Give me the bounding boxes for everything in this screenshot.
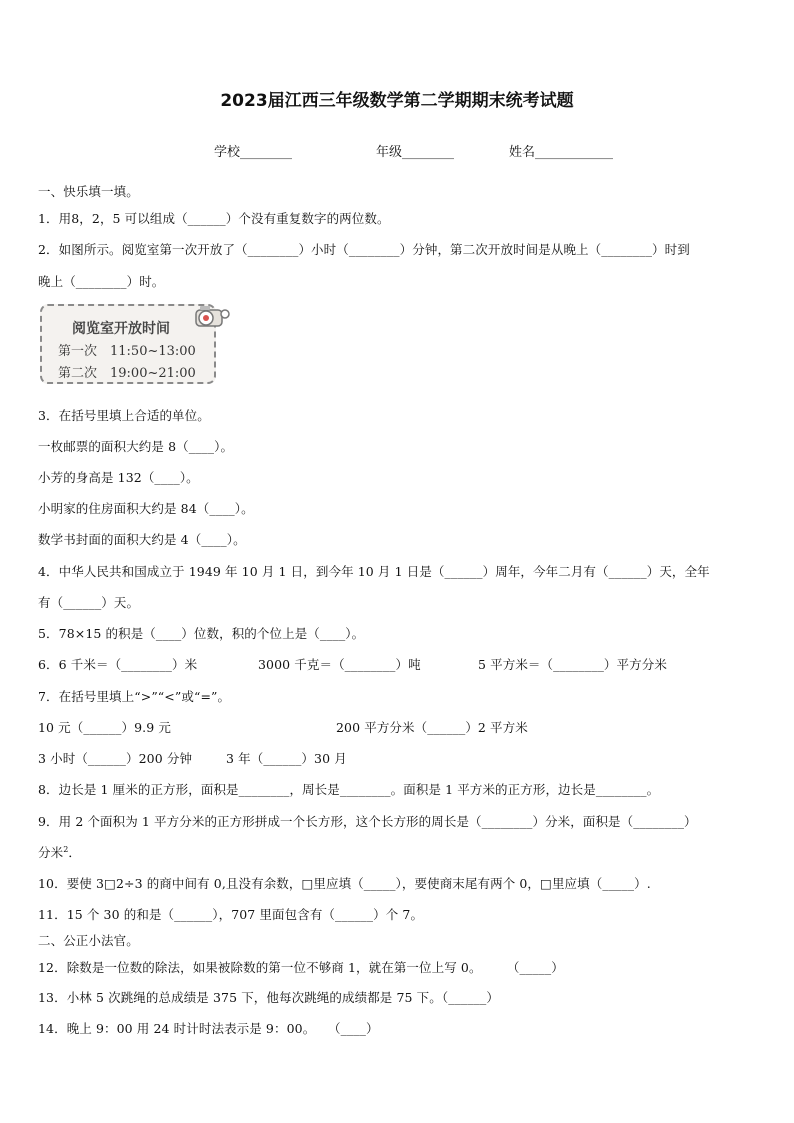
question-7b: 200 平方分米（______）2 平方米	[336, 720, 528, 735]
question-9-line-1: 9．用 2 个面积为 1 平方分米的正方形拼成一个长方形，这个长方形的周长是（________）分米，面积是（________）	[38, 814, 697, 829]
question-8: 8．边长是 1 厘米的正方形，面积是________，周长是________。面积是 1 平方米的正方形，边长是________。	[38, 782, 660, 797]
section-heading-2: 二、公正小法官。	[38, 933, 139, 948]
school-field: 学校________	[214, 145, 293, 160]
card-title: 阅览室开放时间	[72, 321, 170, 337]
superscript: 2	[63, 844, 69, 854]
question-3d: 数学书封面的面积大约是 4（____）。	[38, 532, 246, 547]
question-13: 13．小林 5 次跳绳的总成绩是 375 下，他每次跳绳的成绩都是 75 下。（______）	[38, 990, 499, 1005]
question-6b: 3000 千克＝（________）吨	[258, 657, 421, 672]
grade-field: 年级________	[376, 145, 455, 160]
unit-text: 分米	[38, 845, 64, 860]
question-4-line-2: 有（______）天。	[38, 595, 140, 610]
question-6c: 5 平方米＝（________）平方分米	[478, 657, 667, 672]
question-6a: 6．6 千米＝（________）米	[38, 657, 198, 672]
question-9-line-2	[38, 843, 81, 861]
page-title: 2023届江西三年级数学第二学期期末统考试题	[220, 91, 574, 111]
reading-room-hours-card	[40, 304, 216, 384]
question-7: 7．在括号里填上“>”“<”或“=”。	[38, 689, 231, 704]
question-4-line-1: 4．中华人民共和国成立于 1949 年 10 月 1 日，到今年 10 月 1 日是（______）周年，今年二月有（______）天，全年	[38, 564, 710, 579]
section-heading-1: 一、快乐填一填。	[38, 184, 139, 199]
question-2-line-1: 2．如图所示。阅览室第一次开放了（________）小时（________）分钟，第二次开放时间是从晚上（________）时到	[38, 242, 690, 257]
card-row-first: 第一次 11:50~13:00	[58, 344, 196, 359]
question-2-line-2: 晚上（________）时。	[38, 274, 165, 289]
question-14: 14．晚上 9：00 用 24 时计时法表示是 9：00。 （____）	[38, 1021, 379, 1036]
projector-icon	[192, 302, 232, 332]
end-mark: ．	[68, 845, 82, 860]
question-11: 11．15 个 30 的和是（______），707 里面包含有（______）个 7。	[38, 907, 424, 922]
question-12: 12．除数是一位数的除法，如果被除数的第一位不够商 1，就在第一位上写 0。 （_____）	[38, 960, 564, 975]
card-row-second: 第二次 19:00~21:00	[58, 366, 196, 381]
question-7c: 3 小时（______）200 分钟	[38, 751, 193, 766]
question-3c: 小明家的住房面积大约是 84（____）。	[38, 501, 254, 516]
question-3: 3．在括号里填上合适的单位。	[38, 408, 210, 423]
question-5: 5．78×15 的积是（____）位数，积的个位上是（____）。	[38, 626, 365, 641]
question-3a: 一枚邮票的面积大约是 8（____）。	[38, 439, 234, 454]
question-7a: 10 元（______）9.9 元	[38, 720, 171, 735]
question-7d: 3 年（______）30 月	[226, 751, 347, 766]
question-10: 10．要使 3□2÷3 的商中间有 0,且没有余数，□里应填（_____），要使商末尾有两个 0，□里应填（_____）.	[38, 876, 651, 891]
question-1: 1．用8，2，5 可以组成（______）个没有重复数字的两位数。	[38, 211, 390, 226]
question-3b: 小芳的身高是 132（____）。	[38, 470, 199, 485]
name-field: 姓名____________	[509, 145, 614, 160]
